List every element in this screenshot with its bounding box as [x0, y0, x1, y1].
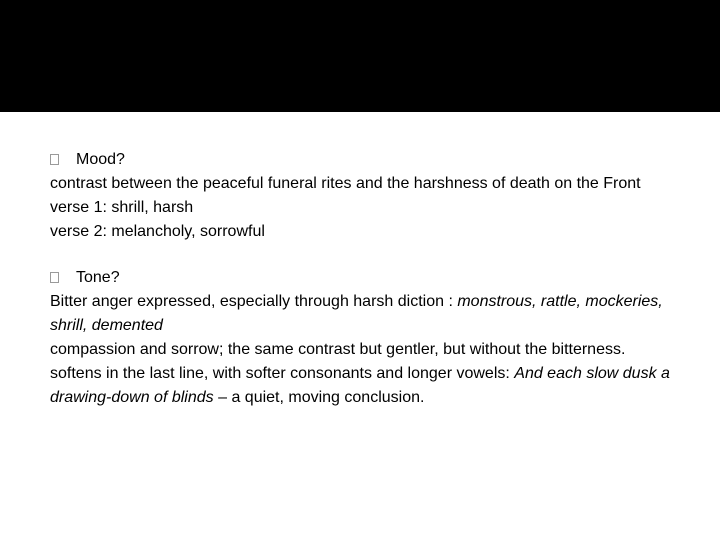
section-gap: [50, 244, 680, 266]
tone-line-softens-tail: – a quiet, moving conclusion.: [213, 389, 425, 406]
tone-line-bitter-anger-examples: monstrous, rattle, mockeries, shrill, demented: [50, 293, 663, 334]
tone-line-bitter-anger: [50, 290, 680, 338]
tone-line-softens-text: softens in the last line, with softer consonants and longer vowels:: [50, 365, 515, 382]
title-band: [0, 0, 720, 112]
tone-line-softens: [50, 362, 680, 410]
tone-line-compassion: compassion and sorrow; the same contrast but gentler, but without the bitterness.: [50, 341, 626, 358]
mood-heading-row: [50, 148, 680, 172]
tone-heading: Tone?: [76, 269, 120, 286]
tone-line-bitter-anger-text: Bitter anger expressed, especially through harsh diction :: [50, 293, 458, 310]
mood-line-verse-2: verse 2: melancholy, sorrowful: [50, 223, 265, 240]
tone-heading-row: [50, 266, 680, 290]
tone-line-softens-quote: And each slow dusk a drawing-down of blinds: [50, 365, 670, 406]
bullet-icon: [50, 272, 59, 283]
mood-line-contrast: contrast between the peaceful funeral rites and the harshness of death on the Front: [50, 175, 641, 192]
slide-content: [50, 148, 680, 410]
bullet-icon: [50, 154, 59, 165]
mood-heading: Mood?: [76, 151, 125, 168]
mood-line-verse-1: verse 1: shrill, harsh: [50, 199, 194, 216]
